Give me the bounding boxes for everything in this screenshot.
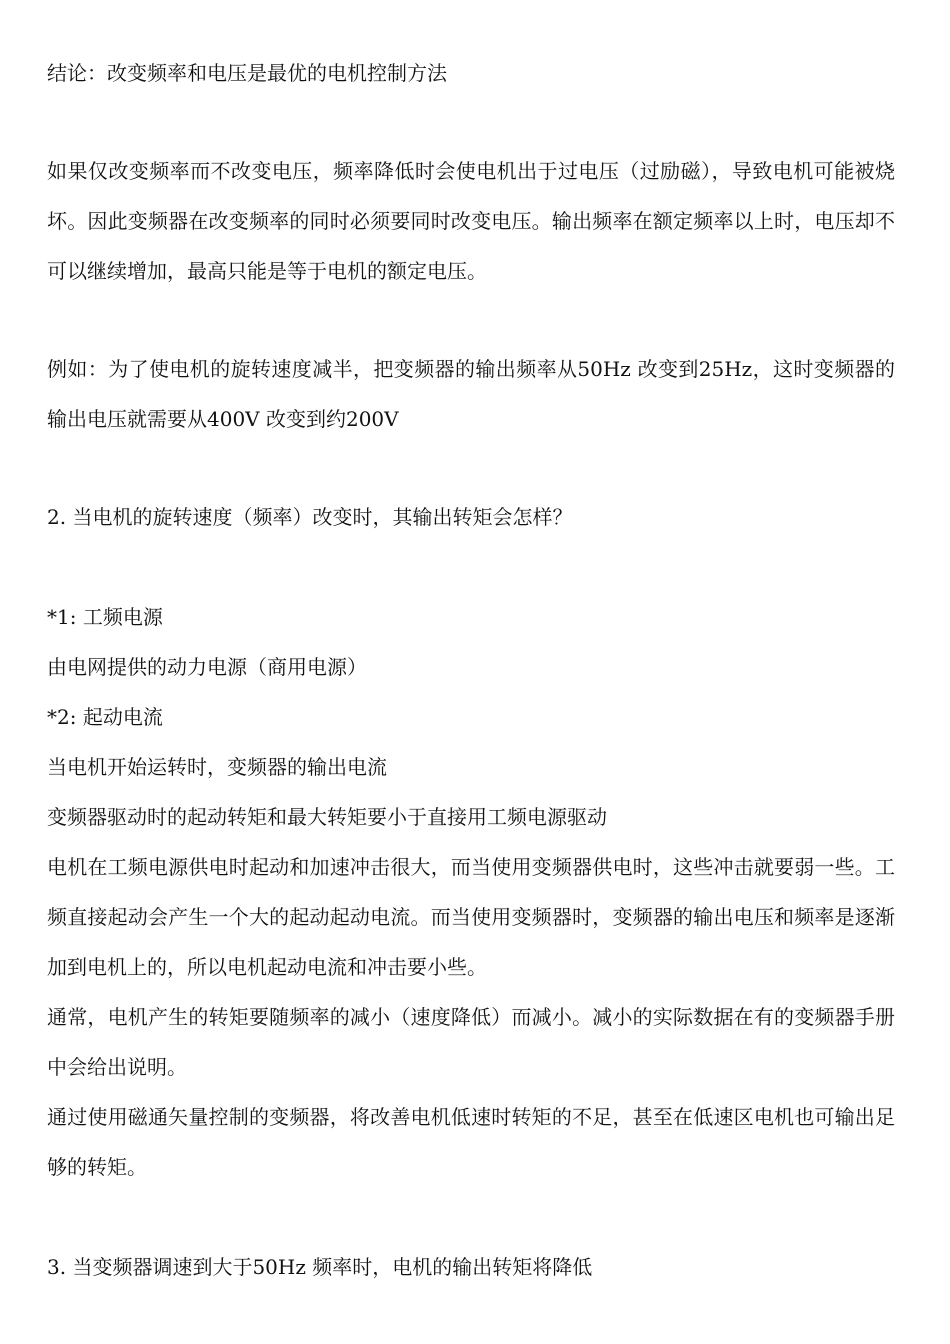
example-paragraph: 例如：为了使电机的旋转速度减半，把变频器的输出频率从50Hz 改变到25Hz，这时变频器的输出电压就需要从400V 改变到约200V <box>47 357 895 431</box>
voltage-frequency-paragraph: 如果仅改变频率而不改变电压，频率降低时会使电机出于过电压（过励磁），导致电机可能被烧坏。因此变频器在改变频率的同时必须要同时改变电压。输出频率在额定频率以上时，电压却不可以继续增加，最高只能是等于电机的额定电压。 <box>47 159 895 283</box>
footnote-1-title: *1: 工频电源 <box>47 605 163 629</box>
spacer <box>47 444 895 492</box>
torque-reduction-paragraph: 通常，电机产生的转矩要随频率的减小（速度降低）而减小。减小的实际数据在有的变频器手册中会给出说明。 <box>47 1005 895 1079</box>
section-2-heading: 2. 当电机的旋转速度（频率）改变时，其输出转矩会怎样？ <box>47 505 573 529</box>
footnote-2-title: *2: 起动电流 <box>47 705 163 729</box>
footnote-2-text: 当电机开始运转时，变频器的输出电流 <box>47 755 387 779</box>
torque-comparison-line: 变频器驱动时的起动转矩和最大转矩要小于直接用工频电源驱动 <box>47 805 607 829</box>
spacer <box>47 98 895 146</box>
spacer <box>47 1192 895 1242</box>
section-3-heading: 3. 当变频器调速到大于50Hz 频率时，电机的输出转矩将降低 <box>47 1255 593 1279</box>
spacer <box>47 296 895 344</box>
footnote-1-text: 由电网提供的动力电源（商用电源） <box>47 655 367 679</box>
spacer <box>47 542 895 592</box>
conclusion-line: 结论：改变频率和电压是最优的电机控制方法 <box>47 61 447 85</box>
startup-impact-paragraph: 电机在工频电源供电时起动和加速冲击很大，而当使用变频器供电时，这些冲击就要弱一些。工频直接起动会产生一个大的起动起动电流。而当使用变频器时，变频器的输出电压和频率是逐渐加到电机上的，所以电机起动电流和冲击要小些。 <box>47 855 895 979</box>
flux-vector-paragraph: 通过使用磁通矢量控制的变频器，将改善电机低速时转矩的不足，甚至在低速区电机也可输出足够的转矩。 <box>47 1105 895 1179</box>
document-page <box>47 48 895 1292</box>
